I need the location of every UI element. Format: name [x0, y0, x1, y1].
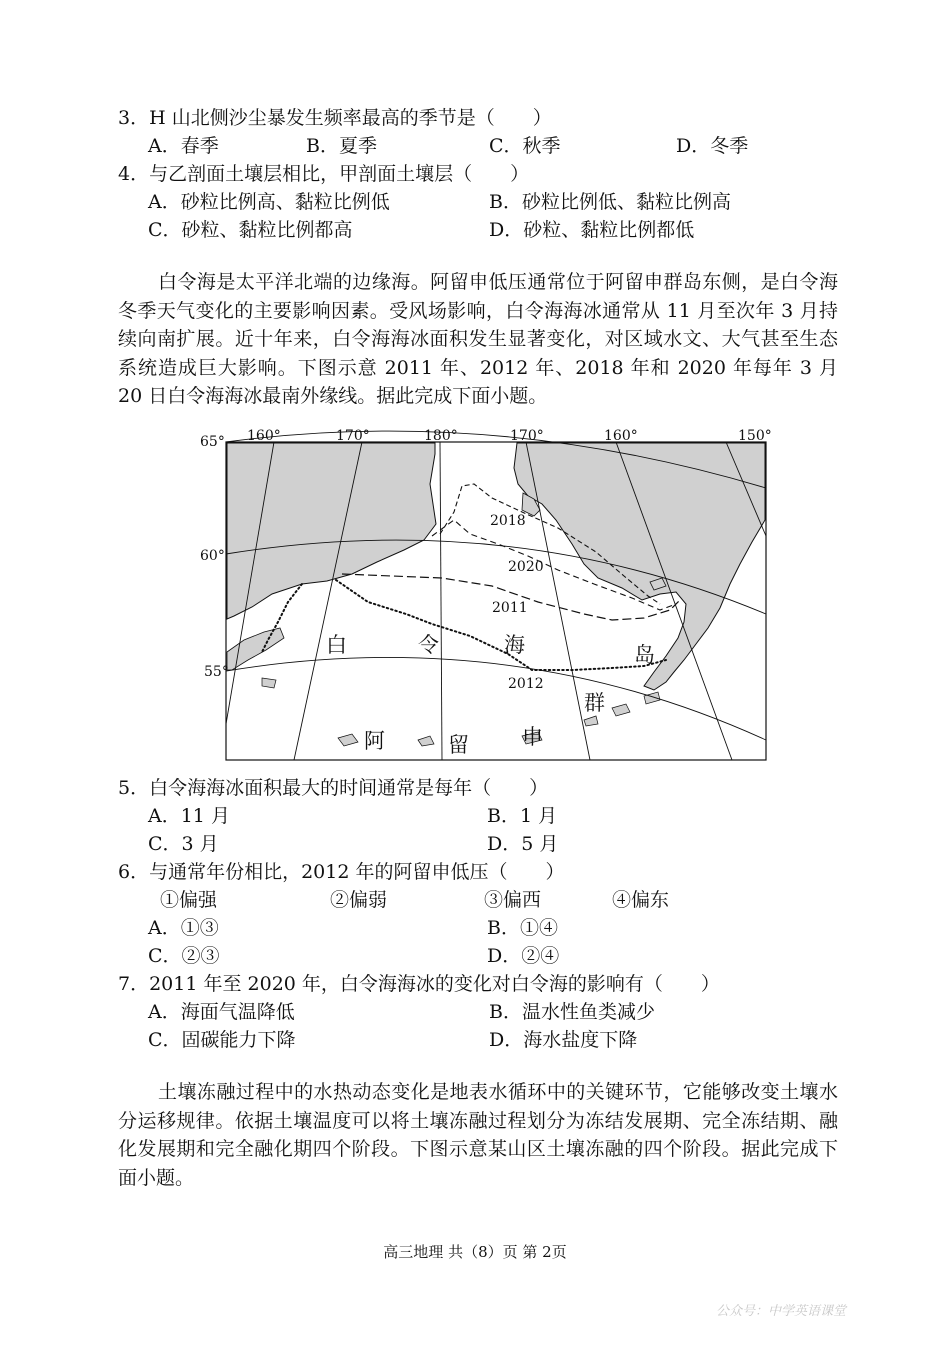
- island-name-char: 岛: [634, 643, 655, 667]
- q6-stem: 6．与通常年份相比，2012 年的阿留申低压（ ）: [118, 861, 565, 883]
- q3-option-a: A．春季: [148, 135, 219, 157]
- q3-option-d: D．冬季: [676, 135, 749, 157]
- passage-bering-sea: 白令海是太平洋北端的边缘海。阿留申低压通常位于阿留申群岛东侧，是白令海冬季天气变化的主要影响因素。受风场影响，白令海海冰通常从 11 月至次年 3 月持续向南扩展。近十年来，白令海海冰面积发生显著变化，对区域水文、大气甚至生态系统造成巨大影响。下图示意 2011 年、2012 年、2018 年和 2020 年每年 3 月 20 日白令海海冰最南外缘线。据此完成下面小题。: [118, 271, 838, 407]
- sea-name-char: 海: [504, 633, 525, 657]
- lon-label: 180°: [424, 428, 458, 444]
- q3-stem: 3．H 山北侧沙尘暴发生频率最高的季节是（ ）: [118, 107, 552, 129]
- lon-label: 160°: [247, 428, 281, 444]
- q6-option-a: A．①③: [148, 917, 219, 939]
- q6-option-d: D．②④: [487, 945, 560, 967]
- page-footer: 高三地理 共（8）页 第 2页: [383, 1243, 567, 1261]
- q5-option-b: B．1 月: [487, 805, 558, 827]
- bering-sea-ice-map: [192, 424, 772, 766]
- lon-label: 170°: [510, 428, 544, 444]
- q5-option-c: C．3 月: [148, 833, 219, 855]
- island-name-char: 申: [522, 725, 543, 749]
- island-name-char: 群: [584, 691, 605, 715]
- lon-label: 150°: [738, 428, 772, 444]
- aleutian-island: [262, 678, 276, 688]
- q6-choice-4: ④偏东: [612, 889, 670, 911]
- q7-option-b: B．温水性鱼类减少: [489, 1001, 655, 1023]
- watermark: 公众号：中学英语课堂: [716, 1304, 847, 1319]
- sea-name-char: 白: [326, 633, 347, 657]
- q4-option-c: C．砂粒、黏粒比例都高: [148, 219, 353, 241]
- lat-label: 60°: [200, 548, 225, 564]
- lat-label: 55°: [204, 664, 229, 680]
- q4-option-b: B．砂粒比例低、黏粒比例高: [489, 191, 731, 213]
- island-name-char: 留: [448, 733, 469, 757]
- q3-option-b: B．夏季: [306, 135, 377, 157]
- island-name-char: 阿: [364, 729, 385, 753]
- q7-stem: 7．2011 年至 2020 年，白令海海冰的变化对白令海的影响有（ ）: [118, 973, 720, 995]
- q6-option-b: B．①④: [487, 917, 558, 939]
- q7-option-d: D．海水盐度下降: [489, 1029, 638, 1051]
- lat-label: 65°: [200, 434, 225, 450]
- q4-option-a: A．砂粒比例高、黏粒比例低: [148, 191, 390, 213]
- q3-option-c: C．秋季: [489, 135, 561, 157]
- lon-label: 160°: [604, 428, 638, 444]
- q6-option-c: C．②③: [148, 945, 220, 967]
- q5-option-d: D．5 月: [487, 833, 559, 855]
- q5-option-a: A．11 月: [148, 805, 230, 827]
- q7-option-a: A．海面气温降低: [148, 1001, 295, 1023]
- q6-choice-3: ③偏西: [484, 889, 542, 911]
- year-label-2018: 2018: [490, 513, 526, 529]
- year-label-2011: 2011: [492, 600, 528, 616]
- q4-stem: 4．与乙剖面土壤层相比，甲剖面土壤层（ ）: [118, 163, 530, 185]
- lon-label: 170°: [336, 428, 370, 444]
- year-label-2012: 2012: [508, 676, 544, 692]
- year-label-2020: 2020: [508, 559, 544, 575]
- q7-option-c: C．固碳能力下降: [148, 1029, 296, 1051]
- q6-choice-1: ①偏强: [160, 889, 218, 911]
- q4-option-d: D．砂粒、黏粒比例都低: [489, 219, 695, 241]
- q6-choice-2: ②偏弱: [330, 889, 388, 911]
- passage-soil-freeze-thaw: 土壤冻融过程中的水热动态变化是地表水循环中的关键环节，它能够改变土壤水分运移规律。依据土壤温度可以将土壤冻融过程划分为冻结发展期、完全冻结期、融化发展期和完全融化期四个阶段。下图示意某山区土壤冻融的四个阶段。据此完成下面小题。: [118, 1081, 838, 1189]
- sea-name-char: 令: [418, 633, 439, 657]
- q5-stem: 5．白令海海冰面积最大的时间通常是每年（ ）: [118, 777, 549, 799]
